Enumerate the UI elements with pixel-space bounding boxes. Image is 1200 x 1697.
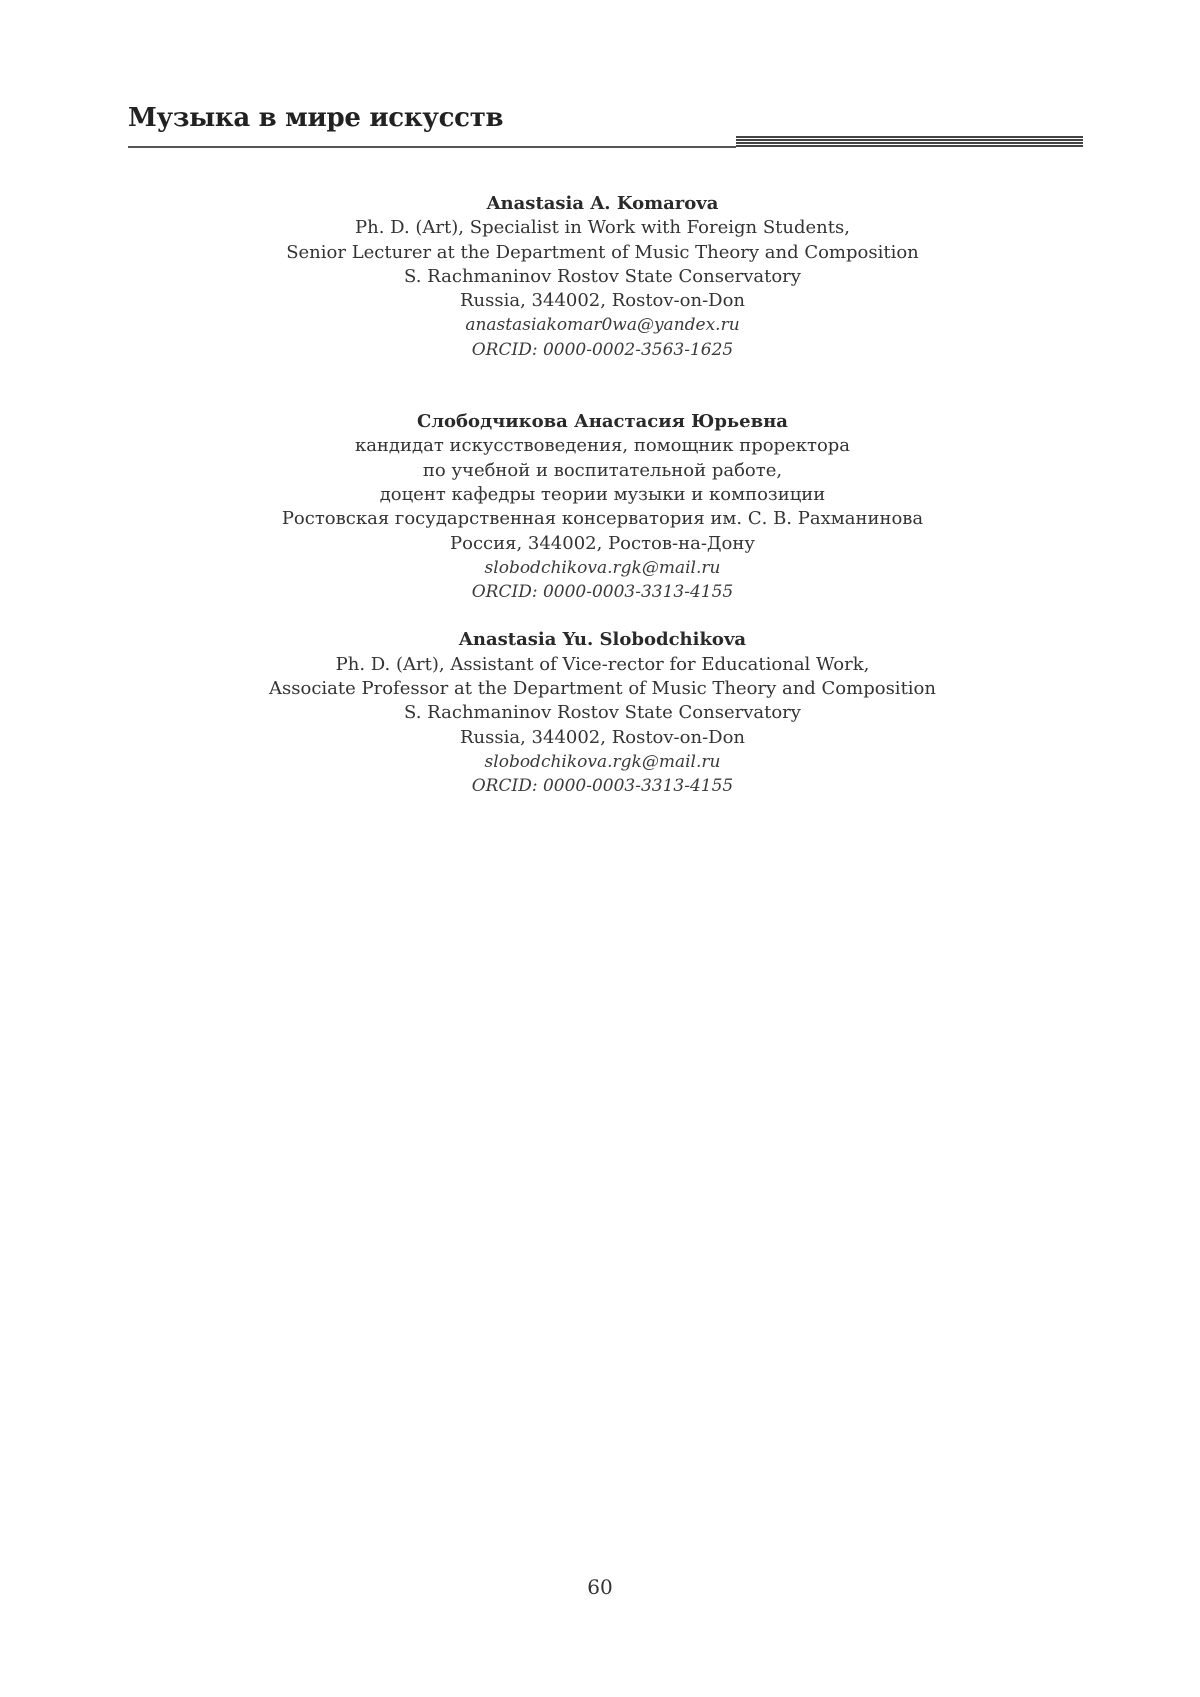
author-email-link[interactable]: slobodchikova.rgk@mail.ru <box>484 751 721 772</box>
author-affiliation: S. Rachmaninov Rostov State Conservatory <box>404 265 801 287</box>
running-header <box>128 100 1083 150</box>
author-name: Anastasia Yu. Slobodchikova <box>458 629 747 651</box>
author-affiliation: S. Rachmaninov Rostov State Conservatory <box>404 702 801 724</box>
author-orcid: ORCID: 0000-0003-3313-4155 <box>471 776 734 797</box>
author-position: Ph. D. (Art), Specialist in Work with Foreign Students, <box>355 217 850 239</box>
author-address: Russia, 344002, Rostov-on-Don <box>459 726 746 748</box>
author-position: по учебной и воспитательной работе, <box>422 459 783 481</box>
author-position: Associate Professor at the Department of Music Theory and Composition <box>269 678 936 700</box>
author-name: Anastasia A. Komarova <box>486 193 719 214</box>
author-block-komarova <box>150 192 1055 362</box>
author-block-slobodchikova-ru <box>150 410 1055 604</box>
author-position: кандидат искусствоведения, помощник проректора <box>354 435 851 457</box>
author-position: Senior Lecturer at the Department of Music Theory and Composition <box>286 241 919 263</box>
author-orcid: ORCID: 0000-0003-3313-4155 <box>471 582 734 603</box>
author-address: Russia, 344002, Rostov-on-Don <box>459 290 746 312</box>
author-position: доцент кафедры теории музыки и композиции <box>379 483 826 505</box>
author-orcid: ORCID: 0000-0002-3563-1625 <box>471 339 734 360</box>
author-position: Ph. D. (Art), Assistant of Vice-rector for Educational Work, <box>335 653 870 675</box>
page-number: 60 <box>587 1575 613 1599</box>
author-email-link[interactable]: slobodchikova.rgk@mail.ru <box>484 557 721 578</box>
author-list <box>150 192 1055 799</box>
author-name: Слободчикова Анастасия Юрьевна <box>417 411 788 433</box>
author-email-link[interactable]: anastasiakomar0wa@yandex.ru <box>465 315 740 336</box>
author-block-slobodchikova-en <box>150 628 1055 798</box>
author-address: Россия, 344002, Ростов-на-Дону <box>450 532 755 554</box>
journal-title: Музыка в мире искусств <box>128 103 504 133</box>
header-rule-band <box>736 136 1083 148</box>
author-affiliation: Ростовская государственная консерватория им. С. В. Рахманинова <box>281 508 924 530</box>
